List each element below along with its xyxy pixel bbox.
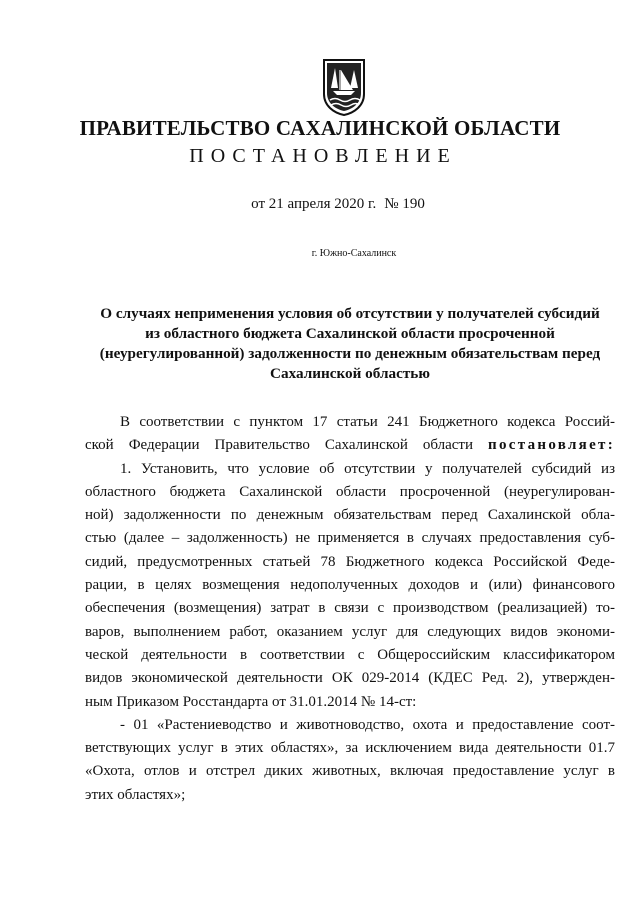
list-item-line: ветствующих услуг в этих областях», за исключением вида деятельности 01.7 xyxy=(85,740,615,757)
title-line: Сахалинской областью xyxy=(270,365,430,382)
paragraph-line: ным Приказом Росстандарта от 31.01.2014 № 14-ст: xyxy=(85,693,417,710)
paragraph-line: видов экономической деятельности ОК 029-2014 (КДЕС Ред. 2), утвержден- xyxy=(85,670,615,687)
document-title xyxy=(80,304,620,384)
paragraph-line: варов, выполнением работ, оказанием услуг для следующих видов экономи- xyxy=(85,623,615,640)
list-item-line: этих областях»; xyxy=(85,786,186,803)
government-name: ПРАВИТЕЛЬСТВО САХАЛИНСКОЙ ОБЛАСТИ xyxy=(79,116,561,140)
title-line: О случаях неприменения условия об отсутствии у получателей субсидий xyxy=(100,305,600,322)
document-number: № 190 xyxy=(384,196,425,212)
document-body xyxy=(85,411,615,807)
document-date-line xyxy=(0,196,640,213)
document-date: от 21 апреля 2020 г. xyxy=(251,196,377,212)
preamble-line xyxy=(85,434,615,457)
paragraph-line: ной) задолженности по денежным обязательствам перед Сахалинской обла- xyxy=(85,507,615,524)
document-type: ПОСТАНОВЛЕНИЕ xyxy=(189,145,457,167)
paragraph-line: 1. Установить, что условие об отсутствии у получателей субсидий из xyxy=(120,460,615,477)
document-city: г. Южно-Сахалинск xyxy=(311,248,397,259)
preamble-line: В соответствии с пунктом 17 статьи 241 Бюджетного кодекса Россий- xyxy=(120,414,615,430)
paragraph-line: рации, в целях возмещения недополученных доходов и (или) финансового xyxy=(85,577,615,594)
title-line: (неурегулированной) задолженности по денежным обязательствам перед xyxy=(99,345,601,362)
list-item-line: «Охота, отлов и отстрел диких животных, включая предоставление услуг в xyxy=(85,763,615,780)
paragraph-line: областного бюджета Сахалинской области просроченной (неурегулирован- xyxy=(85,483,615,500)
title-line: из областного бюджета Сахалинской области просроченной xyxy=(145,325,555,342)
sakhalin-coat-of-arms-icon xyxy=(321,58,367,116)
list-item-line: - 01 «Растениеводство и животноводство, охота и предоставление соот- xyxy=(120,716,615,733)
preamble-text: ской Федерации Правительство Сахалинской области xyxy=(85,437,474,454)
paragraph-line: ческой деятельности в соответствии с Общероссийским классификатором xyxy=(85,646,615,663)
paragraph-line: обеспечения (возмещения) затрат в связи с производством (реализацией) то- xyxy=(85,600,615,617)
decree-word: постановляет: xyxy=(488,437,616,454)
paragraph-line: сидий, предусмотренных статьей 78 Бюджетного кодекса Российской Феде- xyxy=(85,553,615,570)
paragraph-line: стью (далее – задолженность) не применяется в случаях предоставления суб- xyxy=(85,530,615,547)
